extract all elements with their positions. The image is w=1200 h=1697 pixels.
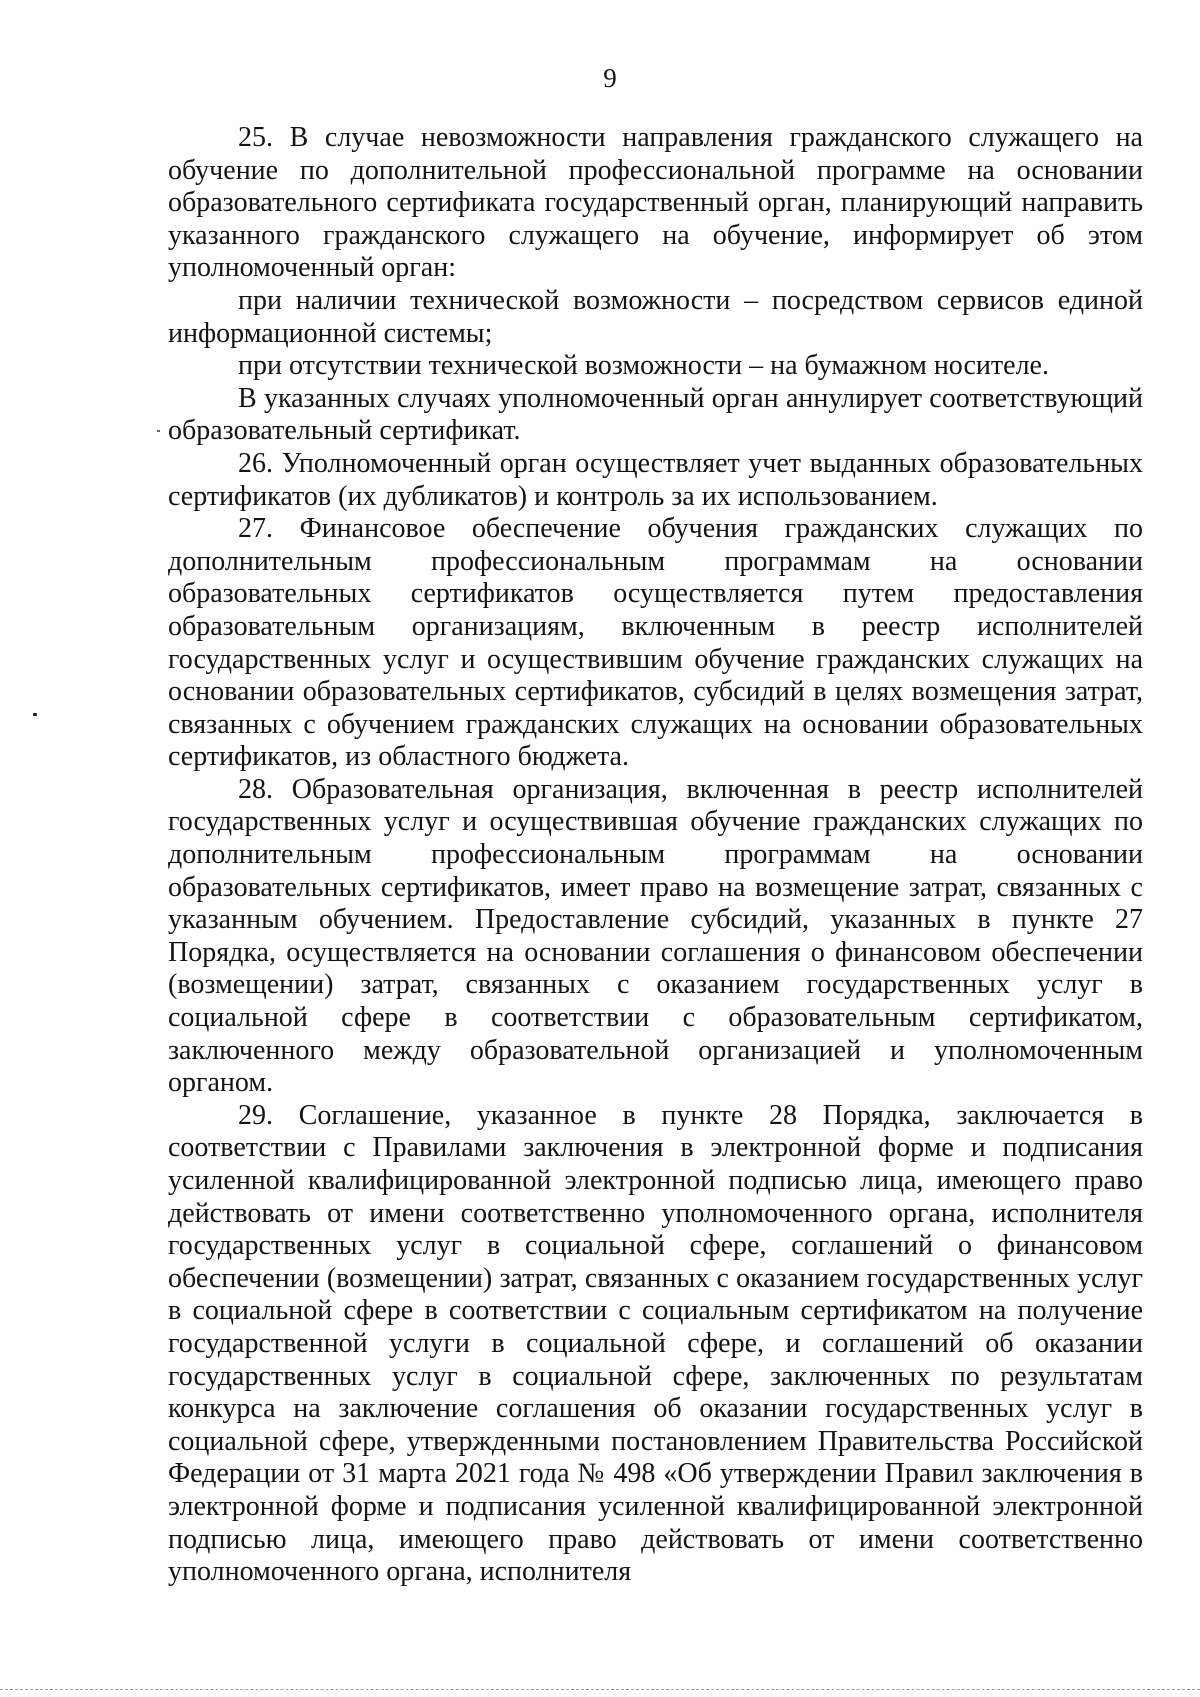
scan-speck	[157, 430, 160, 432]
paragraph-29: 29. Соглашение, указанное в пункте 28 Порядка, заключается в соответствии с Правилами заключения в электронной форме и подписания усиленной квалифицированной электронной подписью лица, имеющего право действовать от имени соответственно уполномоченного органа, исполнителя государственных услуг в социальной сфере, соглашений о финансовом обеспечении (возмещении) затрат, связанных с оказанием государственных услуг в социальной сфере в соответствии с социальным сертификатом на получение государственной услуги в социальной сфере, и соглашений об оказании государственных услуг в социальной сфере, заключенных по результатам конкурса на заключение соглашения об оказании государственных услуг в социальной сфере, утвержденными постановлением Правительства Российской Федерации от 31 марта 2021 года № 498 «Об утверждении Правил заключения в электронной форме и подписания усиленной квалифицированной электронной подписью лица, имеющего право действовать от имени соответственно уполномоченного органа, исполнителя	[168, 1099, 1143, 1588]
paragraph-27: 27. Финансовое обеспечение обучения гражданских служащих по дополнительным профессиональным программам на основании образовательных сертификатов осуществляется путем предоставления образовательным организациям, включенным в реестр исполнителей государственных услуг и осуществившим обучение гражданских служащих на основании образовательных сертификатов, субсидий в целях возмещения затрат, связанных с обучением гражданских служащих на основании образовательных сертификатов, из областного бюджета.	[168, 513, 1143, 773]
scan-bottom-edge	[0, 1689, 1200, 1690]
paragraph-25: 25. В случае невозможности направления гражданского служащего на обучение по дополнительной профессиональной программе на основании образовательного сертификата государственный орган, планирующий направить указанного гражданского служащего на обучение, информирует об этом уполномоченный орган:	[168, 122, 1143, 284]
page-number: 9	[603, 63, 617, 93]
document-body	[168, 122, 1143, 1589]
paragraph-25-item-paper: при отсутствии технической возможности – на бумажном носителе.	[238, 350, 1049, 382]
paragraph-25-annulment: В указанных случаях уполномоченный орган аннулирует соответствующий образовательный сертификат.	[168, 382, 1143, 447]
paragraph-28: 28. Образовательная организация, включенная в реестр исполнителей государственных услуг и осуществившая обучение гражданских служащих по дополнительным профессиональным программам на основании образовательных сертификатов, имеет право на возмещение затрат, связанных с указанным обучением. Предоставление субсидий, указанных в пункте 27 Порядка, осуществляется на основании соглашения о финансовом обеспечении (возмещении) затрат, связанных с оказанием государственных услуг в социальной сфере в соответствии с образовательным сертификатом, заключенного между образовательной организацией и уполномоченным органом.	[168, 773, 1143, 1099]
paragraph-25-item-technical: при наличии технической возможности – посредством сервисов единой информационной системы;	[168, 284, 1143, 349]
scan-speck	[33, 713, 37, 716]
paragraph-26: 26. Уполномоченный орган осуществляет учет выданных образовательных сертификатов (их дубликатов) и контроль за их использованием.	[168, 447, 1143, 512]
